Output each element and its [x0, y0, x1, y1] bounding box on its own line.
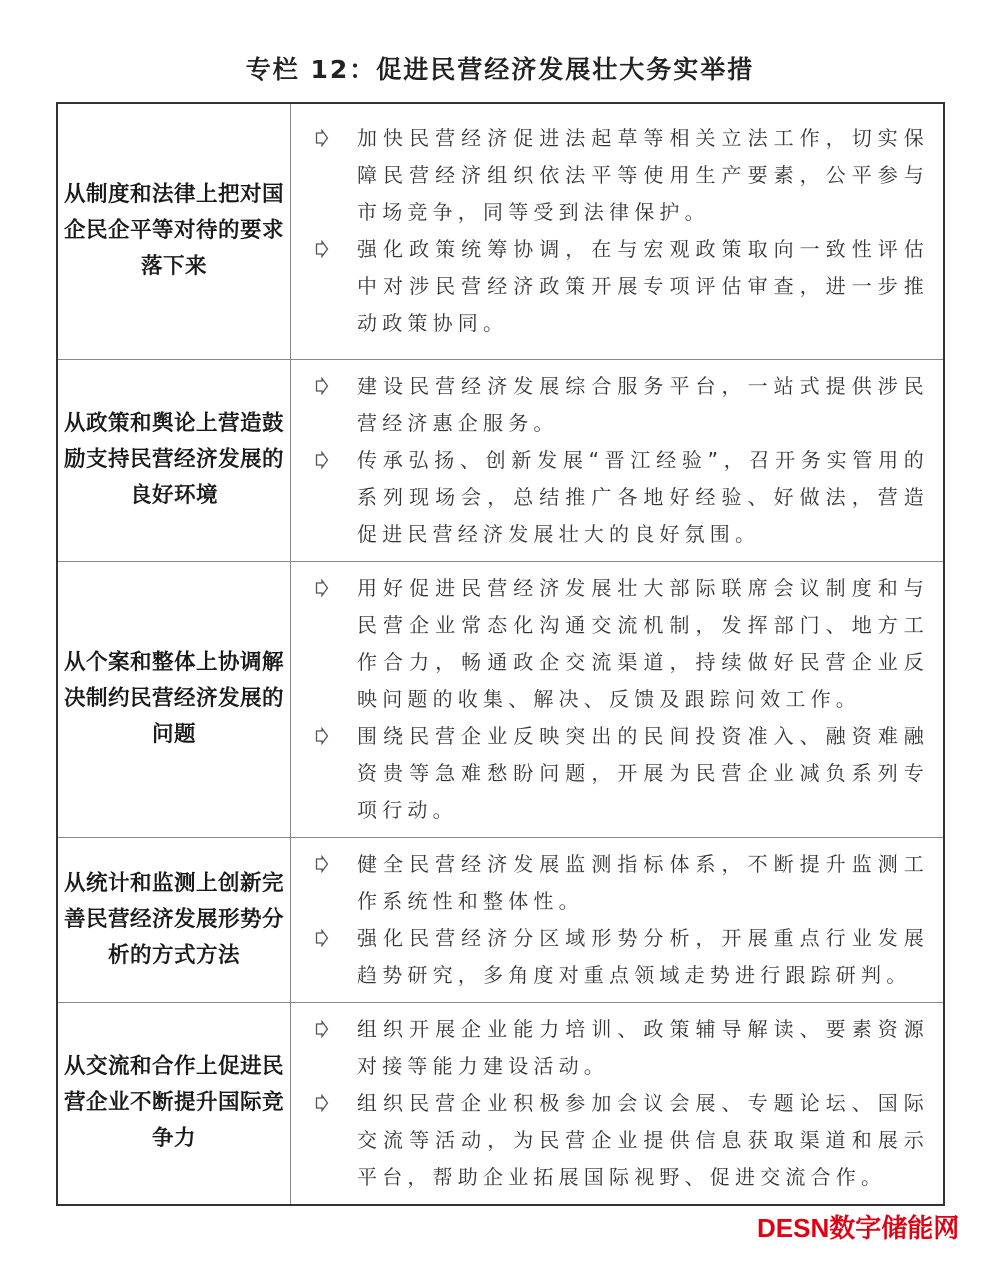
list-item	[307, 120, 929, 231]
hollow-right-arrow-icon	[307, 718, 337, 755]
item-text: 强化政策统筹协调，在与宏观政策取向一致性评估中对涉民营经济政策开展专项评估审查，进一步推动政策协同。	[357, 237, 929, 336]
hollow-right-arrow-icon	[307, 920, 337, 957]
item-text: 强化民营经济分区域形势分析，开展重点行业发展趋势研究，多角度对重点领域走势进行跟踪研判。	[357, 925, 929, 987]
hollow-right-arrow-icon	[307, 231, 337, 268]
list-item	[307, 570, 929, 718]
table-row	[57, 561, 944, 837]
row-body	[291, 837, 945, 1002]
table-row	[57, 103, 944, 359]
list-item	[307, 1011, 929, 1085]
item-text: 加快民营经济促进法起草等相关立法工作，切实保障民营经济组织依法平等使用生产要素，公平参与市场竞争，同等受到法律保护。	[357, 126, 929, 225]
row-heading-text: 从交流和合作上促进民营企业不断提升国际竞争力	[64, 1054, 285, 1151]
list-item	[307, 368, 929, 442]
watermark-logo: DESN数字储能网	[757, 1213, 960, 1243]
table-row	[57, 1002, 944, 1205]
list-item	[307, 1085, 929, 1196]
table-row	[57, 359, 944, 561]
row-body	[291, 561, 945, 837]
item-text: 围绕民营企业反映突出的民间投资准入、融资难融资贵等急难愁盼问题，开展为民营企业减负系列专项行动。	[357, 723, 929, 822]
item-text: 建设民营经济发展综合服务平台，一站式提供涉民营经济惠企服务。	[357, 373, 929, 435]
hollow-right-arrow-icon	[307, 570, 337, 607]
row-heading	[57, 837, 291, 1002]
list-item	[307, 718, 929, 829]
row-heading-text: 从政策和舆论上营造鼓励支持民营经济发展的良好环境	[64, 411, 285, 508]
item-text: 组织开展企业能力培训、政策辅导解读、要素资源对接等能力建设活动。	[357, 1016, 929, 1078]
table-row	[57, 837, 944, 1002]
list-item	[307, 442, 929, 553]
item-text: 用好促进民营经济发展壮大部际联席会议制度和与民营企业常态化沟通交流机制，发挥部门、地方工作合力，畅通政企交流渠道，持续做好民营企业反映问题的收集、解决、反馈及跟踪问效工作。	[357, 575, 929, 711]
measures-table	[56, 102, 945, 1206]
page-title: 专栏 12：促进民营经济发展壮大务实举措	[245, 55, 755, 84]
hollow-right-arrow-icon	[307, 368, 337, 405]
hollow-right-arrow-icon	[307, 120, 337, 157]
hollow-right-arrow-icon	[307, 1011, 337, 1048]
item-text: 组织民营企业积极参加会议会展、专题论坛、国际交流等活动，为民营企业提供信息获取渠道和展示平台，帮助企业拓展国际视野、促进交流合作。	[357, 1090, 929, 1189]
row-heading	[57, 1002, 291, 1205]
hollow-right-arrow-icon	[307, 1085, 337, 1122]
row-heading	[57, 103, 291, 359]
list-item	[307, 920, 929, 994]
hollow-right-arrow-icon	[307, 846, 337, 883]
list-item	[307, 846, 929, 920]
row-heading	[57, 561, 291, 837]
row-heading-text: 从统计和监测上创新完善民营经济发展形势分析的方式方法	[64, 870, 285, 968]
row-heading-text: 从制度和法律上把对国企民企平等对待的要求落下来	[64, 182, 285, 280]
row-heading	[57, 359, 291, 561]
row-body	[291, 359, 945, 561]
row-body	[291, 1002, 945, 1205]
list-item	[307, 231, 929, 342]
row-body	[291, 103, 945, 359]
row-heading-text: 从个案和整体上协调解决制约民营经济发展的问题	[64, 650, 285, 747]
item-text: 健全民营经济发展监测指标体系，不断提升监测工作系统性和整体性。	[357, 851, 929, 913]
hollow-right-arrow-icon	[307, 442, 337, 479]
item-text: 传承弘扬、创新发展“晋江经验”，召开务实管用的系列现场会，总结推广各地好经验、好做法，营造促进民营经济发展壮大的良好氛围。	[357, 447, 929, 546]
